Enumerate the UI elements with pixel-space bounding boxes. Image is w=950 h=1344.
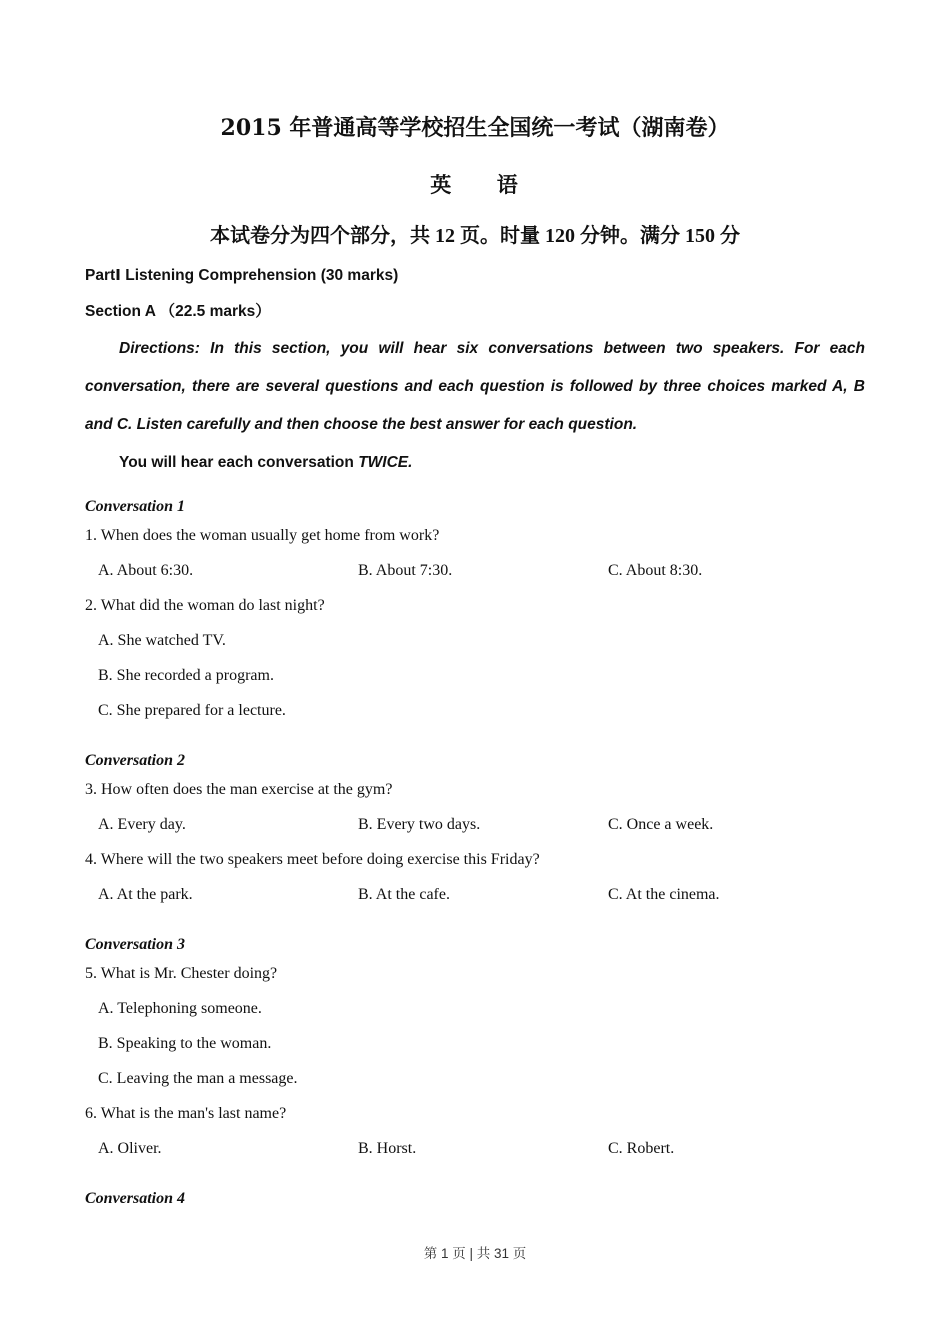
options-row bbox=[98, 1131, 865, 1166]
conversation-heading: Conversation 4 bbox=[85, 1190, 186, 1207]
doc-title: 2015 年普通高等学校招生全国统一考试（湖南卷） bbox=[220, 115, 730, 141]
options-row bbox=[98, 553, 865, 588]
question-text: 5. What is Mr. Chester doing? bbox=[85, 965, 278, 982]
option-c: C. Leaving the man a message. bbox=[98, 1070, 298, 1087]
conversation-heading: Conversation 2 bbox=[85, 752, 186, 769]
option-a: A. At the park. bbox=[98, 886, 193, 903]
option-a: A. Telephoning someone. bbox=[98, 1000, 262, 1017]
option-b: B. About 7:30. bbox=[358, 562, 453, 579]
twice-note-word: TWICE. bbox=[358, 454, 413, 471]
option-b: B. Horst. bbox=[358, 1140, 417, 1157]
question-text: 6. What is the man's last name? bbox=[85, 1105, 287, 1122]
question-text: 1. When does the woman usually get home from work? bbox=[85, 527, 440, 544]
option-c: C. About 8:30. bbox=[608, 562, 703, 579]
page-footer: 第 1 页 | 共 31 页 bbox=[423, 1246, 527, 1261]
option-b: B. She recorded a program. bbox=[98, 667, 274, 684]
conversation-heading: Conversation 3 bbox=[85, 936, 186, 953]
paper-summary: 本试卷分为四个部分，共 12 页。时量 120 分钟。满分 150 分 bbox=[210, 225, 740, 247]
option-b: B. Every two days. bbox=[358, 816, 481, 833]
part1-heading: PartⅠ Listening Comprehension (30 marks) bbox=[85, 267, 399, 284]
question-text: 2. What did the woman do last night? bbox=[85, 597, 325, 614]
option-c: C. Robert. bbox=[608, 1140, 675, 1157]
twice-note-prefix: You will hear each conversation bbox=[119, 454, 359, 471]
option-a: A. She watched TV. bbox=[98, 632, 226, 649]
option-b: B. Speaking to the woman. bbox=[98, 1035, 272, 1052]
subject-title: 英 语 bbox=[430, 173, 520, 197]
options-row bbox=[98, 877, 865, 912]
option-b: B. At the cafe. bbox=[358, 886, 450, 903]
options-row bbox=[98, 807, 865, 842]
option-c: C. Once a week. bbox=[608, 816, 714, 833]
option-c: C. At the cinema. bbox=[608, 886, 720, 903]
conversation-heading: Conversation 1 bbox=[85, 498, 186, 515]
sectionA-heading: Section A （22.5 marks） bbox=[85, 303, 271, 320]
question-text: 3. How often does the man exercise at the gym? bbox=[85, 781, 393, 798]
option-a: A. About 6:30. bbox=[98, 562, 194, 579]
option-c: C. She prepared for a lecture. bbox=[98, 702, 286, 719]
option-a: A. Every day. bbox=[98, 816, 186, 833]
twice-note bbox=[85, 444, 865, 482]
question-text: 4. Where will the two speakers meet before doing exercise this Friday? bbox=[85, 851, 540, 868]
option-a: A. Oliver. bbox=[98, 1140, 162, 1157]
directions-paragraph: Directions: In this section, you will hear six conversations between two speakers. For each conversation, there are several questions and each question is followed by three choices marked A, B and C. Listen carefully and then choose the best answer for each question. bbox=[85, 340, 865, 433]
